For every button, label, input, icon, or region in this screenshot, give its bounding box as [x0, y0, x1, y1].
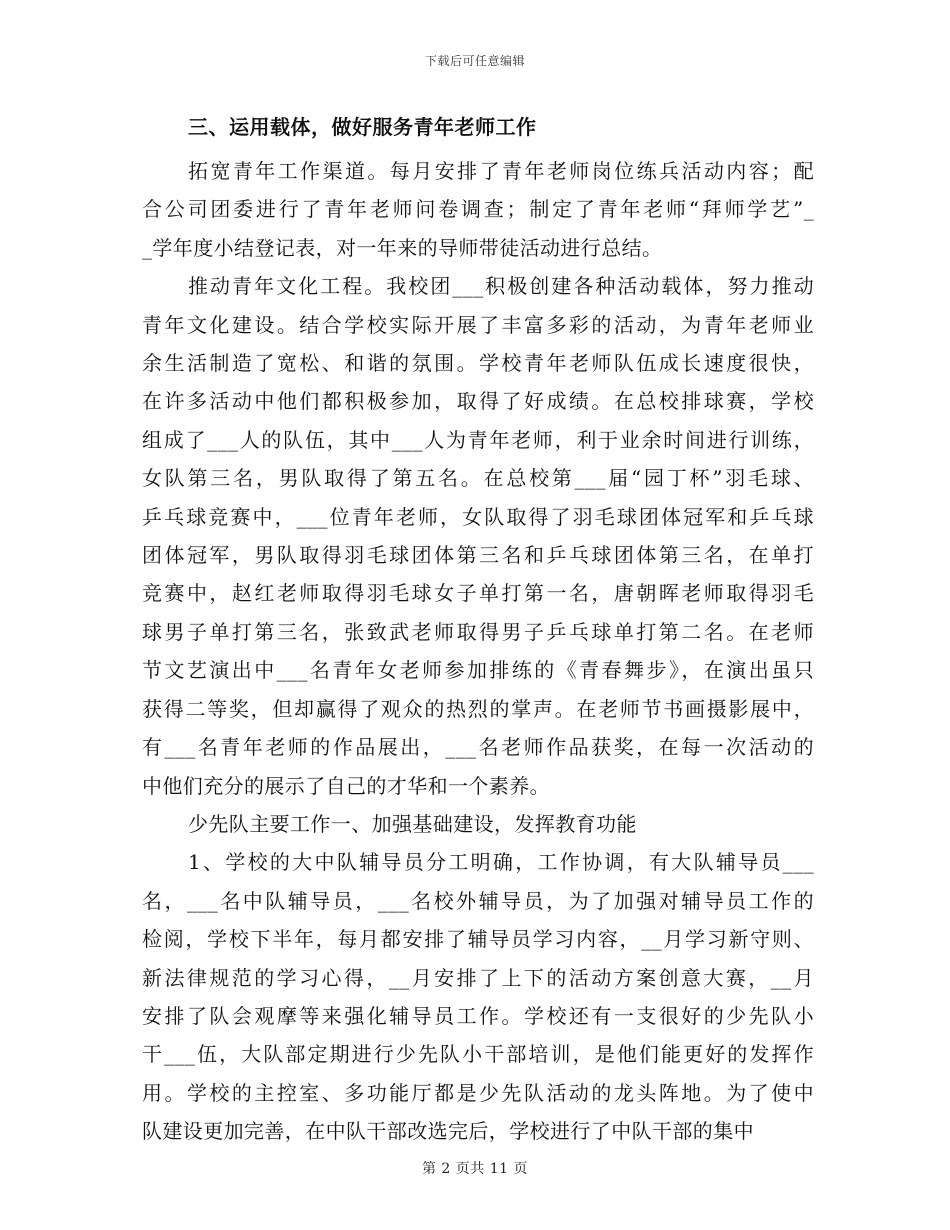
paragraph-line: 名，___名中队辅导员，___名校外辅导员，为了加强对辅导员工作的 [142, 888, 814, 913]
document-body [142, 108, 814, 1151]
paragraph-line: 合公司团委进行了青年老师问卷调查；制定了青年老师“拜师学艺”_ [142, 197, 814, 222]
paragraph-line: 女队第三名，男队取得了第五名。在总校第___届“园丁杯”羽毛球、 [142, 466, 814, 491]
paragraph-line: 检阅，学校下半年，每月都安排了辅导员学习内容，__月学习新守则、 [142, 927, 814, 952]
paragraph-line: 安排了队会观摩等来强化辅导员工作。学校还有一支很好的少先队小 [142, 1003, 814, 1028]
paragraph [142, 267, 814, 805]
page-header: 下载后可任意编辑 [424, 54, 525, 68]
paragraph-line: 青年文化建设。结合学校实际开展了丰富多彩的活动，为青年老师业 [142, 312, 814, 337]
paragraph-line: 拓宽青年工作渠道。每月安排了青年老师岗位练兵活动内容；配 [188, 159, 814, 183]
paragraph [142, 805, 814, 843]
paragraph-line: 队建设更加完善，在中队干部改选完后，学校进行了中队干部的集中 [142, 1119, 754, 1144]
paragraph-line: 乒乓球竞赛中，___位青年老师，女队取得了羽毛球团体冠军和乒乓球 [142, 504, 814, 529]
paragraph-list [142, 152, 814, 1151]
paragraph-line: 余生活制造了宽松、和谐的氛围。学校青年老师队伍成长速度很快， [142, 351, 814, 376]
paragraph-line: 竞赛中，赵红老师取得羽毛球女子单打第一名，唐朝晖老师取得羽毛 [142, 581, 814, 606]
page-footer: 第 2 页共 11 页 [421, 1161, 529, 1177]
paragraph-line: 1、学校的大中队辅导员分工明确，工作协调，有大队辅导员___ [188, 850, 814, 875]
section-heading: 三、运用载体，做好服务青年老师工作 [188, 115, 537, 139]
paragraph [142, 152, 814, 267]
paragraph-line: 球男子单打第三名，张致武老师取得男子乒乓球单打第二名。在老师 [142, 619, 814, 644]
paragraph [142, 843, 814, 1150]
paragraph-line: 有___名青年老师的作品展出，___名老师作品获奖，在每一次活动的 [142, 735, 814, 760]
paragraph-line: 团体冠军，男队取得羽毛球团体第三名和乒乓球团体第三名，在单打 [142, 543, 814, 568]
paragraph-line: _学年度小结登记表，对一年来的导师带徒活动进行总结。 [142, 235, 663, 260]
paragraph-line: 新法律规范的学习心得，__月安排了上下的活动方案创意大赛，__月 [142, 965, 814, 990]
paragraph-line: 少先队主要工作一、加强基础建设，发挥教育功能 [188, 811, 637, 836]
paragraph-line: 组成了___人的队伍，其中___人为青年老师，利于业余时间进行训练， [142, 427, 814, 452]
paragraph-line: 推动青年文化工程。我校团___积极创建各种活动载体，努力推动 [188, 274, 814, 299]
paragraph-line: 干___伍，大队部定期进行少先队小干部培训，是他们能更好的发挥作 [142, 1042, 814, 1067]
paragraph-line: 节文艺演出中___名青年女老师参加排练的《青春舞步》，在演出虽只 [142, 658, 814, 683]
paragraph-line: 中他们充分的展示了自己的才华和一个素养。 [142, 773, 550, 798]
paragraph-line: 获得二等奖，但却赢得了观众的热烈的掌声。在老师节书画摄影展中， [142, 696, 814, 721]
paragraph-line: 在许多活动中他们都积极参加，取得了好成绩。在总校排球赛，学校 [142, 389, 814, 414]
paragraph-line: 用。学校的主控室、多功能厅都是少先队活动的龙头阵地。为了使中 [142, 1080, 814, 1105]
